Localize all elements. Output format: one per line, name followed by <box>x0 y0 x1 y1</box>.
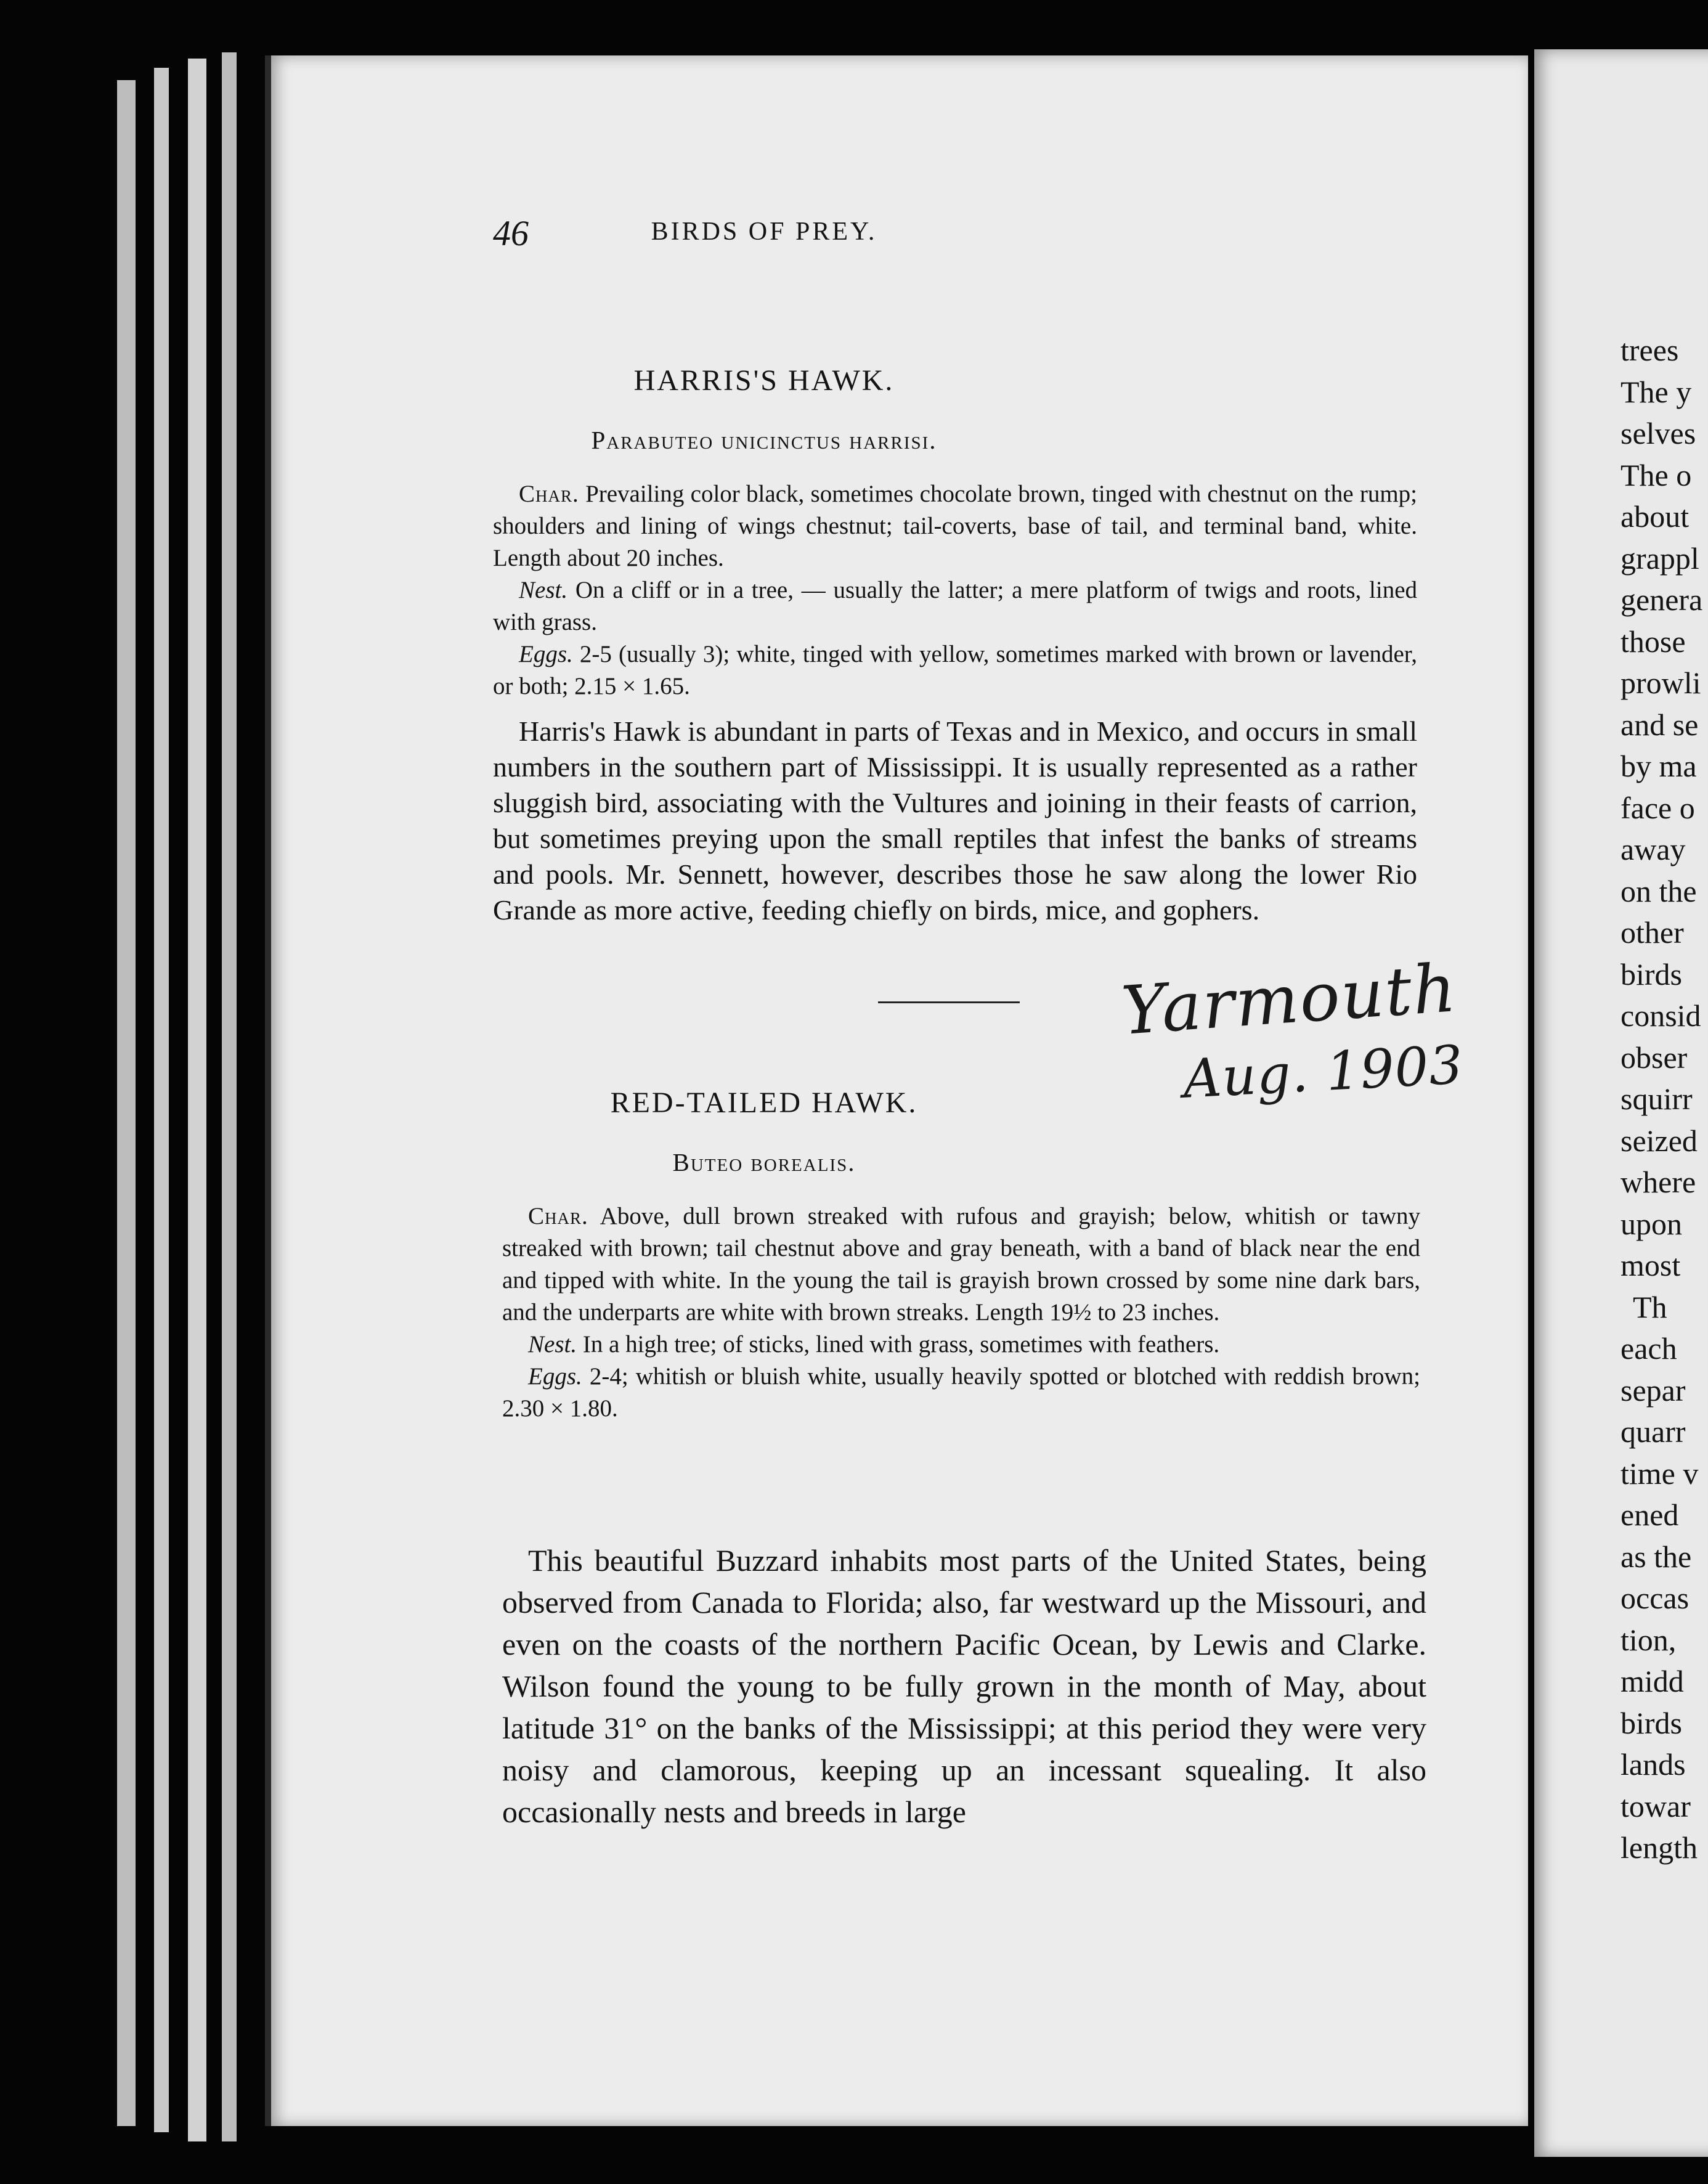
nest-label: Nest. <box>519 577 568 603</box>
harris-hawk-description <box>493 478 1417 703</box>
facing-page-line: quarr <box>1621 1414 1686 1449</box>
eggs-label: Eggs. <box>528 1363 582 1390</box>
facing-page-line: away <box>1621 832 1686 866</box>
body-paragraph: This beautiful Buzzard inhabits most parts of the United States, being observed from Canada to Florida; also, far westward up the Missouri, and even on the coasts of the northern Pacific Ocean, by Lewis and Clarke. Wilson found the young to be fully grown in the month of May, about latitude 31° on the banks of the Mississippi; at this period they were very noisy and clamorous, keeping up an incessant squealing. It also occasionally nests and breeds in large <box>502 1543 1426 1829</box>
facing-page-line: birds <box>1621 956 1682 992</box>
facing-page-line: birds <box>1621 1705 1682 1740</box>
facing-page-line: consid <box>1621 998 1701 1033</box>
body-paragraph: Harris's Hawk is abundant in parts of Texas and in Mexico, and occurs in small numbers in the southern part of Mississippi. It is usually represented as a rather sluggish bird, associating with the Vultures and joining in their feasts of carrion, but sometimes preying upon the small reptiles that infest the banks of streams and pools. Mr. Sennett, however, describes those he saw along the lower Rio Grande as more active, feeding chiefly on birds, mice, and gophers. <box>493 715 1417 926</box>
page-edge <box>154 68 169 2132</box>
facing-page-line: genera <box>1621 582 1703 617</box>
handwritten-note-date: Aug. 1903 <box>1181 1034 1465 1110</box>
char-label: Char. <box>519 481 579 507</box>
facing-page-line: separ <box>1621 1372 1686 1408</box>
running-head: BIRDS OF PREY. <box>651 218 877 246</box>
red-tailed-hawk-scientific-name: Buteo borealis. <box>672 1148 856 1176</box>
facing-page-line: The o <box>1621 457 1692 492</box>
facing-page-line: The y <box>1621 374 1692 409</box>
book-page-left <box>265 55 1528 2126</box>
handwritten-note-place: Yarmouth <box>1119 950 1460 1050</box>
facing-page-line: obser <box>1621 1040 1688 1075</box>
char-label: Char. <box>528 1203 588 1229</box>
facing-page-line: by ma <box>1621 749 1697 783</box>
nest-text: On a cliff or in a tree, — usually the latter; a mere platform of twigs and roots, lined with grass. <box>493 577 1418 635</box>
facing-page-line: seized <box>1621 1123 1698 1158</box>
facing-page-line: ened <box>1621 1497 1679 1532</box>
eggs-text: 2-5 (usually 3); white, tinged with yellow, sometimes marked with brown or lavender, or both; 2.15 × 1.65. <box>493 641 1417 699</box>
eggs-text: 2-4; whitish or bluish white, usually heavily spotted or blotched with reddish brown; 2.30 × 1.80. <box>502 1363 1421 1422</box>
facing-page-line: occas <box>1621 1581 1690 1615</box>
char-text: Prevailing color black, sometimes chocolate brown, tinged with chestnut on the rump; shoulders and lining of wings chestnut; tail-coverts, base of tail, and terminal band, white. Length about 20 inches. <box>493 481 1417 571</box>
facing-page-line: selves <box>1621 416 1696 450</box>
red-tailed-hawk-title: RED-TAILED HAWK. <box>610 1086 918 1119</box>
facing-page-line: where <box>1621 1165 1696 1199</box>
char-text: Above, dull brown streaked with rufous and grayish; below, whitish or tawny streaked with brown; tail chestnut above and gray beneath, with a band of black near the end and tipped with white. In the young the tail is grayish brown crossed by some nine dark bars, and the underparts are white with brown streaks. Length 19½ to 23 inches. <box>502 1203 1420 1326</box>
harris-hawk-title: HARRIS'S HAWK. <box>633 364 895 397</box>
red-tailed-hawk-description <box>502 1200 1420 1425</box>
nest-label: Nest. <box>528 1331 577 1358</box>
nest-text: In a high tree; of sticks, lined with grass, sometimes with feathers. <box>582 1331 1220 1358</box>
facing-page-line: tion, <box>1621 1622 1677 1657</box>
page-number: 46 <box>493 213 529 253</box>
facing-page-line: Th <box>1633 1289 1667 1324</box>
page-edge <box>222 52 237 2141</box>
facing-page-line: as the <box>1621 1539 1692 1574</box>
facing-page-line: prowli <box>1621 666 1701 700</box>
facing-page-line: and se <box>1621 707 1699 742</box>
red-tailed-hawk-body <box>502 1539 1426 1833</box>
facing-page-line: towar <box>1621 1788 1691 1823</box>
facing-page-line: other <box>1621 915 1684 950</box>
page-edge <box>117 80 136 2126</box>
facing-page-line: on the <box>1621 873 1697 908</box>
section-divider <box>878 1001 1020 1003</box>
facing-page-line: lands <box>1621 1747 1686 1782</box>
facing-page-line: each <box>1621 1331 1677 1366</box>
facing-page-line: those <box>1621 624 1686 659</box>
facing-page-line: grappl <box>1621 540 1699 576</box>
harris-hawk-scientific-name: Parabuteo unicinctus harrisi. <box>591 426 937 454</box>
facing-page-line: squirr <box>1621 1082 1693 1116</box>
facing-page-line: about <box>1621 499 1690 534</box>
facing-page-line: upon <box>1621 1206 1682 1241</box>
facing-page-line: face o <box>1621 790 1695 825</box>
eggs-label: Eggs. <box>519 641 573 667</box>
facing-page-line: length <box>1621 1830 1698 1865</box>
facing-page-line: most <box>1621 1248 1681 1282</box>
book-page-right <box>1534 49 1708 2157</box>
facing-page-line: trees <box>1621 333 1679 367</box>
page-edge <box>188 59 206 2141</box>
facing-page-text <box>1621 330 1702 1869</box>
harris-hawk-body <box>493 714 1417 928</box>
facing-page-line: time v <box>1621 1456 1699 1491</box>
facing-page-line: midd <box>1621 1664 1684 1698</box>
